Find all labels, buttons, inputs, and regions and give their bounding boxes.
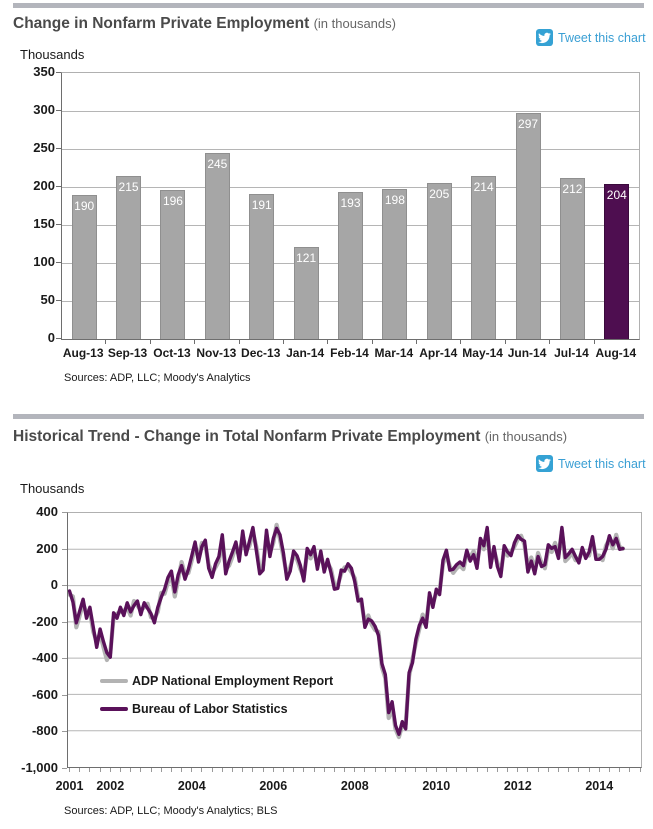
bar-value-label: 245 — [207, 156, 228, 171]
x-tick-mark — [314, 768, 315, 772]
x-tick-mark — [497, 768, 498, 772]
y-tick-label: 200 — [36, 540, 58, 556]
y-tick-mark — [56, 300, 61, 301]
y-tick-mark — [56, 186, 61, 187]
x-tick-mark — [324, 768, 325, 772]
bar-value-label: 215 — [118, 179, 139, 194]
y-tick-mark — [62, 512, 67, 513]
bar-value-label: 193 — [340, 196, 361, 211]
x-tick-mark — [466, 768, 467, 772]
x-tick-label: May-14 — [462, 346, 503, 360]
section-divider-top — [13, 3, 644, 8]
x-tick-mark — [151, 768, 152, 772]
bar-chart-subtitle: (in thousands) — [313, 16, 396, 31]
line-chart-subtitle: (in thousands) — [484, 429, 568, 444]
x-tick-mark — [487, 768, 488, 772]
y-tick-label: 150 — [33, 216, 55, 231]
bar — [205, 153, 230, 339]
x-tick-mark — [415, 768, 416, 772]
x-tick-mark — [372, 340, 373, 344]
bar-value-label: 212 — [562, 181, 583, 196]
x-tick-mark — [517, 768, 518, 772]
x-tick-mark — [120, 768, 121, 772]
x-tick-mark — [334, 768, 335, 772]
x-tick-mark — [327, 340, 328, 344]
x-tick-mark — [344, 768, 345, 772]
x-tick-mark — [263, 768, 264, 772]
x-tick-mark — [232, 768, 233, 772]
x-tick-mark — [527, 768, 528, 772]
x-tick-mark — [79, 768, 80, 772]
x-tick-mark — [239, 340, 240, 344]
legend-label-adp: ADP National Employment Report — [132, 674, 334, 688]
x-tick-mark — [609, 768, 610, 772]
bar-value-label: 190 — [74, 198, 95, 213]
x-tick-mark — [456, 768, 457, 772]
x-tick-mark — [364, 768, 365, 772]
y-tick-mark — [56, 148, 61, 149]
x-tick-mark — [171, 768, 172, 772]
x-tick-mark — [629, 768, 630, 772]
x-tick-mark — [395, 768, 396, 772]
x-tick-label: Mar-14 — [374, 346, 414, 360]
x-tick-mark — [578, 768, 579, 772]
x-tick-mark — [405, 768, 406, 772]
x-tick-mark — [548, 768, 549, 772]
bar-value-label: 214 — [473, 180, 494, 195]
y-tick-mark — [62, 549, 67, 550]
x-tick-mark — [69, 768, 70, 772]
y-tick-label: -200 — [31, 613, 58, 629]
y-tick-label: 350 — [33, 64, 55, 79]
bar — [72, 195, 97, 339]
x-tick-mark — [375, 768, 376, 772]
bar-value-label: 121 — [296, 251, 317, 266]
x-tick-mark — [89, 768, 90, 772]
y-tick-mark — [62, 768, 67, 769]
y-tick-label: 0 — [47, 330, 55, 345]
bar — [382, 189, 407, 339]
gridline — [62, 111, 639, 112]
x-tick-label: 2002 — [96, 779, 125, 793]
adp-line-swatch — [100, 679, 128, 683]
bar-value-label: 297 — [518, 117, 539, 132]
y-tick-label: -1,000 — [21, 760, 58, 775]
x-tick-label: 2004 — [177, 779, 206, 793]
bar — [294, 247, 319, 339]
legend-item-adp — [100, 674, 333, 688]
gridline — [62, 149, 639, 150]
x-tick-mark — [594, 340, 595, 344]
bar — [471, 176, 496, 339]
twitter-icon — [536, 29, 553, 46]
y-tick-mark — [62, 731, 67, 732]
bar-chart-title-text: Change in Nonfarm Private Employment — [13, 15, 310, 32]
bar-chart-plot — [61, 72, 640, 340]
tweet-link-label-1[interactable]: Tweet this chart — [558, 30, 646, 45]
x-tick-mark — [150, 340, 151, 344]
x-tick-label: Sep-13 — [107, 346, 148, 360]
bar-chart-unit-label: Thousands — [20, 47, 85, 62]
bar — [160, 190, 185, 339]
x-tick-label: 2001 — [55, 779, 84, 793]
legend-item-bls — [100, 702, 288, 716]
y-tick-mark — [56, 224, 61, 225]
x-tick-label: Jun-14 — [507, 346, 547, 360]
y-tick-label: 200 — [33, 178, 55, 193]
x-tick-label: Oct-13 — [153, 346, 191, 360]
x-tick-mark — [460, 340, 461, 344]
x-tick-mark — [549, 340, 550, 344]
bar — [338, 192, 363, 339]
y-tick-mark — [56, 262, 61, 263]
line-chart-sources: Sources: ADP, LLC; Moody's Analytics; BLS — [64, 805, 278, 817]
tweet-link-label-2[interactable]: Tweet this chart — [558, 456, 646, 471]
x-tick-mark — [105, 340, 106, 344]
x-tick-mark — [252, 768, 253, 772]
x-tick-mark — [538, 768, 539, 772]
x-tick-mark — [599, 768, 600, 772]
x-tick-mark — [242, 768, 243, 772]
line-chart-canvas — [68, 513, 641, 767]
x-tick-mark — [568, 768, 569, 772]
bar-value-label: 198 — [384, 192, 405, 207]
x-tick-mark — [507, 768, 508, 772]
x-tick-mark — [436, 768, 437, 772]
y-tick-label: -600 — [31, 686, 58, 702]
tweet-this-chart-link-2[interactable] — [536, 455, 646, 472]
x-tick-mark — [201, 768, 202, 772]
x-tick-label: 2012 — [503, 779, 532, 793]
x-tick-label: Feb-14 — [330, 346, 369, 360]
bar-chart-title — [13, 15, 396, 33]
y-tick-label: -400 — [31, 650, 58, 666]
line-chart-unit-label: Thousands — [20, 481, 85, 496]
x-tick-mark — [191, 768, 192, 772]
x-tick-mark — [283, 340, 284, 344]
x-tick-mark — [273, 768, 274, 772]
bar-value-label: 204 — [606, 187, 627, 202]
y-tick-label: 300 — [33, 102, 55, 117]
x-tick-mark — [385, 768, 386, 772]
y-tick-label: 50 — [40, 292, 55, 307]
x-tick-mark — [100, 768, 101, 772]
bar-value-label: 205 — [429, 187, 450, 202]
x-tick-label: Dec-13 — [241, 346, 281, 360]
x-tick-mark — [558, 768, 559, 772]
y-tick-mark — [62, 658, 67, 659]
x-tick-mark — [283, 768, 284, 772]
y-tick-label: 250 — [33, 140, 55, 155]
x-tick-mark — [303, 768, 304, 772]
x-tick-mark — [477, 768, 478, 772]
gridline — [62, 187, 639, 188]
y-tick-label: 100 — [33, 254, 55, 269]
x-tick-label: 2006 — [259, 779, 288, 793]
y-tick-mark — [62, 622, 67, 623]
x-tick-label: 2010 — [422, 779, 451, 793]
x-tick-mark — [194, 340, 195, 344]
y-tick-mark — [56, 110, 61, 111]
x-tick-mark — [354, 768, 355, 772]
x-tick-mark — [446, 768, 447, 772]
x-tick-label: Jul-14 — [554, 346, 589, 360]
bls-line-swatch — [100, 707, 128, 711]
x-tick-mark — [416, 340, 417, 344]
x-tick-mark — [212, 768, 213, 772]
x-tick-mark — [110, 768, 111, 772]
x-tick-label: Jan-14 — [286, 346, 325, 360]
y-tick-mark — [62, 585, 67, 586]
bar — [604, 184, 629, 339]
x-tick-label: Nov-13 — [196, 346, 237, 360]
x-tick-mark — [426, 768, 427, 772]
bar-chart-sources: Sources: ADP, LLC; Moody's Analytics — [64, 372, 251, 384]
bar — [249, 194, 274, 339]
x-tick-mark — [589, 768, 590, 772]
x-tick-label: Apr-14 — [419, 346, 458, 360]
x-tick-mark — [619, 768, 620, 772]
y-tick-label: 0 — [50, 577, 58, 593]
x-tick-mark — [140, 768, 141, 772]
bar — [427, 183, 452, 339]
line-chart-title — [13, 428, 567, 446]
y-tick-label: 400 — [36, 504, 58, 519]
bar — [560, 178, 585, 339]
x-tick-label: Aug-13 — [62, 346, 104, 360]
tweet-this-chart-link-1[interactable] — [536, 29, 646, 46]
x-tick-mark — [161, 768, 162, 772]
bar-value-label: 191 — [251, 197, 272, 212]
y-tick-mark — [56, 72, 61, 73]
x-tick-label: Aug-14 — [595, 346, 637, 360]
x-tick-mark — [505, 340, 506, 344]
twitter-icon — [536, 455, 553, 472]
x-tick-label: 2014 — [585, 779, 614, 793]
x-tick-mark — [181, 768, 182, 772]
legend-label-bls: Bureau of Labor Statistics — [132, 702, 288, 716]
bar — [116, 176, 141, 339]
line-chart-title-text: Historical Trend - Change in Total Nonfarm Private Employment — [13, 428, 481, 445]
line-chart-plot — [67, 512, 642, 768]
x-tick-mark — [293, 768, 294, 772]
y-tick-label: -800 — [31, 723, 58, 739]
x-tick-mark — [130, 768, 131, 772]
bar — [516, 113, 541, 339]
x-tick-mark — [222, 768, 223, 772]
section-divider-middle — [13, 414, 644, 419]
x-tick-mark — [640, 768, 641, 772]
bar-value-label: 196 — [162, 194, 183, 209]
y-tick-mark — [56, 338, 61, 339]
x-tick-label: 2008 — [340, 779, 369, 793]
y-tick-mark — [62, 695, 67, 696]
